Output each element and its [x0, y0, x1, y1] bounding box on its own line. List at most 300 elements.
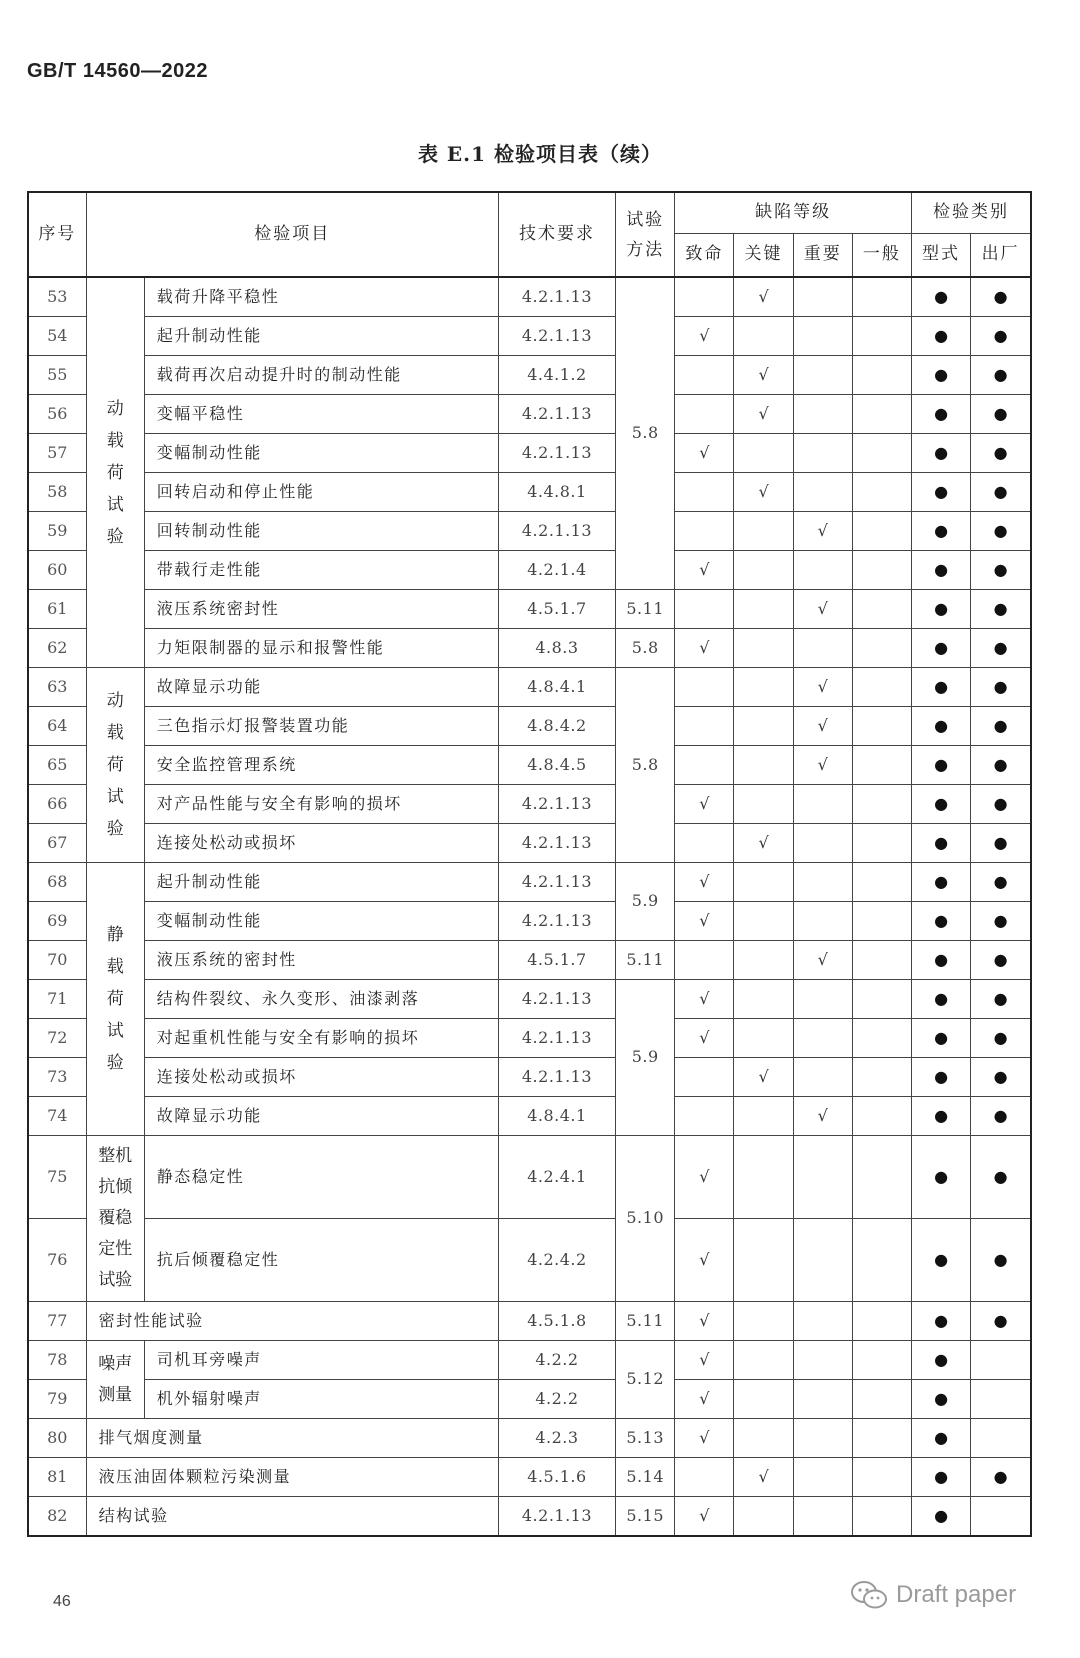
defect-level-3 — [852, 473, 911, 512]
type-test-mark: ● — [911, 746, 970, 785]
type-test-mark: ● — [911, 1219, 970, 1302]
check-mark: √ — [734, 277, 793, 317]
item-name: 液压油固体颗粒污染测量 — [86, 1458, 498, 1497]
table-row — [28, 590, 1031, 629]
factory-test-mark: ● — [971, 980, 1031, 1019]
test-method: 5.8 — [616, 277, 675, 590]
row-number: 56 — [28, 395, 86, 434]
factory-test-mark: ● — [971, 395, 1031, 434]
group-label — [86, 1341, 144, 1419]
item-name: 抗后倾覆稳定性 — [144, 1219, 498, 1302]
defect-level-2 — [793, 1497, 852, 1537]
row-number: 60 — [28, 551, 86, 590]
group-label-text: 静载荷试验 — [106, 925, 124, 1073]
defect-level-3 — [852, 317, 911, 356]
check-mark: √ — [675, 317, 734, 356]
type-test-mark: ● — [911, 473, 970, 512]
defect-level-1 — [734, 590, 793, 629]
defect-level-1 — [734, 434, 793, 473]
tech-requirement: 4.8.4.2 — [498, 707, 615, 746]
defect-level-2 — [793, 1380, 852, 1419]
factory-test-mark — [971, 1497, 1031, 1537]
item-name: 变幅制动性能 — [144, 434, 498, 473]
factory-test-mark: ● — [971, 863, 1031, 902]
item-name: 回转启动和停止性能 — [144, 473, 498, 512]
check-mark: √ — [675, 434, 734, 473]
table-row — [28, 668, 1031, 707]
watermark-text: Draft paper — [896, 1581, 1017, 1608]
table-row — [28, 941, 1031, 980]
row-number: 71 — [28, 980, 86, 1019]
factory-test-mark: ● — [971, 629, 1031, 668]
row-number: 66 — [28, 785, 86, 824]
tech-requirement: 4.2.1.13 — [498, 1497, 615, 1537]
table-row — [28, 629, 1031, 668]
type-test-mark: ● — [911, 1497, 970, 1537]
defect-level-2 — [793, 902, 852, 941]
item-name: 载荷再次启动提升时的制动性能 — [144, 356, 498, 395]
tech-requirement: 4.5.1.8 — [498, 1302, 615, 1341]
table-row — [28, 317, 1031, 356]
type-test-mark: ● — [911, 590, 970, 629]
table-row — [28, 980, 1031, 1019]
factory-test-mark — [971, 1341, 1031, 1380]
item-name: 机外辐射噪声 — [144, 1380, 498, 1419]
item-name: 液压系统密封性 — [144, 590, 498, 629]
tech-requirement: 4.2.1.13 — [498, 785, 615, 824]
defect-level-0 — [675, 941, 734, 980]
type-test-mark: ● — [911, 629, 970, 668]
tech-requirement: 4.2.1.13 — [498, 395, 615, 434]
header-req: 技术要求 — [498, 192, 615, 277]
factory-test-mark: ● — [971, 590, 1031, 629]
defect-level-1 — [734, 707, 793, 746]
tech-requirement: 4.5.1.6 — [498, 1458, 615, 1497]
tech-requirement: 4.8.4.1 — [498, 668, 615, 707]
defect-level-3 — [852, 746, 911, 785]
defect-level-0 — [675, 824, 734, 863]
defect-level-3 — [852, 707, 911, 746]
table-row — [28, 1302, 1031, 1341]
check-mark: √ — [675, 902, 734, 941]
factory-test-mark: ● — [971, 317, 1031, 356]
defect-level-3 — [852, 785, 911, 824]
header-method: 试验方法 — [616, 192, 675, 277]
row-number: 72 — [28, 1019, 86, 1058]
header-defect-major: 重要 — [793, 234, 852, 278]
factory-test-mark — [971, 1380, 1031, 1419]
table-row — [28, 824, 1031, 863]
defect-level-2 — [793, 863, 852, 902]
header-defect: 缺陷等级 — [675, 192, 912, 234]
defect-level-1 — [734, 668, 793, 707]
table-row — [28, 1497, 1031, 1537]
header-defect-critical: 关键 — [734, 234, 793, 278]
row-number: 53 — [28, 277, 86, 317]
standard-number: GB/T 14560—2022 — [27, 60, 208, 82]
item-name: 液压系统的密封性 — [144, 941, 498, 980]
tech-requirement: 4.2.1.13 — [498, 1058, 615, 1097]
tech-requirement: 4.2.1.13 — [498, 863, 615, 902]
table-row — [28, 551, 1031, 590]
item-name: 排气烟度测量 — [86, 1419, 498, 1458]
test-method: 5.10 — [616, 1136, 675, 1302]
tech-requirement: 4.2.1.13 — [498, 980, 615, 1019]
check-mark: √ — [793, 941, 852, 980]
header-defect-general: 一般 — [852, 234, 911, 278]
factory-test-mark: ● — [971, 1219, 1031, 1302]
test-method: 5.8 — [616, 629, 675, 668]
check-mark: √ — [734, 473, 793, 512]
factory-test-mark: ● — [971, 707, 1031, 746]
table-row — [28, 1341, 1031, 1380]
defect-level-1 — [734, 863, 793, 902]
defect-level-0 — [675, 356, 734, 395]
type-test-mark: ● — [911, 1302, 970, 1341]
table-row — [28, 395, 1031, 434]
defect-level-3 — [852, 824, 911, 863]
check-mark: √ — [675, 551, 734, 590]
check-mark: √ — [793, 1097, 852, 1136]
table-row — [28, 1058, 1031, 1097]
defect-level-3 — [852, 356, 911, 395]
check-mark: √ — [734, 1458, 793, 1497]
row-number: 78 — [28, 1341, 86, 1380]
defect-level-2 — [793, 551, 852, 590]
check-mark: √ — [675, 1136, 734, 1219]
defect-level-2 — [793, 317, 852, 356]
factory-test-mark: ● — [971, 551, 1031, 590]
factory-test-mark: ● — [971, 824, 1031, 863]
tech-requirement: 4.4.8.1 — [498, 473, 615, 512]
defect-level-1 — [734, 317, 793, 356]
defect-level-1 — [734, 1097, 793, 1136]
factory-test-mark: ● — [971, 512, 1031, 551]
factory-test-mark: ● — [971, 1136, 1031, 1219]
defect-level-0 — [675, 1058, 734, 1097]
test-method: 5.14 — [616, 1458, 675, 1497]
factory-test-mark: ● — [971, 473, 1031, 512]
item-name: 故障显示功能 — [144, 1097, 498, 1136]
table-row — [28, 785, 1031, 824]
defect-level-3 — [852, 668, 911, 707]
type-test-mark: ● — [911, 395, 970, 434]
table-body — [28, 277, 1031, 1536]
table-row — [28, 1419, 1031, 1458]
table-row — [28, 1458, 1031, 1497]
check-mark: √ — [675, 1019, 734, 1058]
check-mark: √ — [734, 824, 793, 863]
tech-requirement: 4.2.3 — [498, 1419, 615, 1458]
row-number: 61 — [28, 590, 86, 629]
defect-level-3 — [852, 629, 911, 668]
type-test-mark: ● — [911, 434, 970, 473]
defect-level-0 — [675, 1097, 734, 1136]
defect-level-3 — [852, 1058, 911, 1097]
defect-level-2 — [793, 824, 852, 863]
check-mark: √ — [675, 785, 734, 824]
row-number: 75 — [28, 1136, 86, 1219]
check-mark: √ — [675, 629, 734, 668]
factory-test-mark: ● — [971, 668, 1031, 707]
table-row — [28, 863, 1031, 902]
row-number: 76 — [28, 1219, 86, 1302]
chat-bubbles-icon — [850, 1580, 888, 1610]
defect-level-2 — [793, 1302, 852, 1341]
defect-level-2 — [793, 1058, 852, 1097]
header-item: 检验项目 — [86, 192, 498, 277]
tech-requirement: 4.2.2 — [498, 1380, 615, 1419]
header-defect-fatal: 致命 — [675, 234, 734, 278]
defect-level-1 — [734, 980, 793, 1019]
defect-level-3 — [852, 1341, 911, 1380]
group-label-text: 动载荷试验 — [106, 691, 124, 839]
type-test-mark: ● — [911, 1019, 970, 1058]
type-test-mark: ● — [911, 512, 970, 551]
factory-test-mark: ● — [971, 1097, 1031, 1136]
type-test-mark: ● — [911, 551, 970, 590]
check-mark: √ — [734, 395, 793, 434]
check-mark: √ — [793, 512, 852, 551]
table-row — [28, 1136, 1031, 1219]
check-mark: √ — [675, 863, 734, 902]
group-label-text: 动载荷试验 — [106, 398, 124, 547]
test-method: 5.9 — [616, 980, 675, 1136]
defect-level-3 — [852, 590, 911, 629]
tech-requirement: 4.2.1.13 — [498, 434, 615, 473]
table-title: 表 E.1 检验项目表（续） — [417, 142, 663, 166]
defect-level-1 — [734, 1419, 793, 1458]
group-label-text: 噪声测量 — [98, 1353, 133, 1405]
check-mark: √ — [675, 1219, 734, 1302]
item-name: 对起重机性能与安全有影响的损坏 — [144, 1019, 498, 1058]
check-mark: √ — [793, 668, 852, 707]
defect-level-1 — [734, 1136, 793, 1219]
tech-requirement: 4.5.1.7 — [498, 941, 615, 980]
header-type-test: 型式 — [911, 234, 970, 278]
defect-level-1 — [734, 785, 793, 824]
factory-test-mark: ● — [971, 277, 1031, 317]
header-category: 检验类别 — [911, 192, 1031, 234]
test-method: 5.12 — [616, 1341, 675, 1419]
tech-requirement: 4.2.4.2 — [498, 1219, 615, 1302]
item-name: 结构试验 — [86, 1497, 498, 1537]
tech-requirement: 4.2.1.13 — [498, 317, 615, 356]
table-row — [28, 434, 1031, 473]
row-number: 57 — [28, 434, 86, 473]
watermark — [850, 1580, 1016, 1610]
table-row — [28, 473, 1031, 512]
defect-level-3 — [852, 1458, 911, 1497]
item-name: 力矩限制器的显示和报警性能 — [144, 629, 498, 668]
tech-requirement: 4.2.1.13 — [498, 512, 615, 551]
test-method: 5.11 — [616, 1302, 675, 1341]
defect-level-2 — [793, 395, 852, 434]
row-number: 80 — [28, 1419, 86, 1458]
defect-level-0 — [675, 395, 734, 434]
type-test-mark: ● — [911, 668, 970, 707]
defect-level-1 — [734, 1380, 793, 1419]
type-test-mark: ● — [911, 707, 970, 746]
type-test-mark: ● — [911, 1380, 970, 1419]
test-method: 5.13 — [616, 1419, 675, 1458]
group-label — [86, 277, 144, 668]
type-test-mark: ● — [911, 980, 970, 1019]
type-test-mark: ● — [911, 902, 970, 941]
defect-level-3 — [852, 902, 911, 941]
defect-level-0 — [675, 512, 734, 551]
defect-level-2 — [793, 785, 852, 824]
defect-level-2 — [793, 1419, 852, 1458]
defect-level-3 — [852, 941, 911, 980]
tech-requirement: 4.2.4.1 — [498, 1136, 615, 1219]
factory-test-mark — [971, 1419, 1031, 1458]
defect-level-0 — [675, 746, 734, 785]
table-row — [28, 746, 1031, 785]
inspection-table-wrapper — [27, 191, 1032, 1537]
row-number: 82 — [28, 1497, 86, 1537]
defect-level-2 — [793, 434, 852, 473]
row-number: 69 — [28, 902, 86, 941]
item-name: 三色指示灯报警装置功能 — [144, 707, 498, 746]
tech-requirement: 4.2.1.13 — [498, 902, 615, 941]
defect-level-1 — [734, 1219, 793, 1302]
row-number: 62 — [28, 629, 86, 668]
defect-level-3 — [852, 980, 911, 1019]
check-mark: √ — [675, 1380, 734, 1419]
table-row — [28, 1097, 1031, 1136]
type-test-mark: ● — [911, 277, 970, 317]
group-label-text: 整机抗倾覆稳定性试验 — [98, 1146, 133, 1290]
factory-test-mark: ● — [971, 785, 1031, 824]
row-number: 74 — [28, 1097, 86, 1136]
row-number: 67 — [28, 824, 86, 863]
table-row — [28, 1019, 1031, 1058]
defect-level-3 — [852, 1019, 911, 1058]
defect-level-3 — [852, 1419, 911, 1458]
check-mark: √ — [675, 1419, 734, 1458]
test-method: 5.15 — [616, 1497, 675, 1537]
row-number: 59 — [28, 512, 86, 551]
group-label — [86, 1136, 144, 1302]
factory-test-mark: ● — [971, 356, 1031, 395]
tech-requirement: 4.2.1.4 — [498, 551, 615, 590]
test-method: 5.9 — [616, 863, 675, 941]
tech-requirement: 4.2.1.13 — [498, 1019, 615, 1058]
item-name: 对产品性能与安全有影响的损坏 — [144, 785, 498, 824]
page-number: 46 — [53, 1593, 71, 1610]
tech-requirement: 4.4.1.2 — [498, 356, 615, 395]
item-name: 变幅制动性能 — [144, 902, 498, 941]
factory-test-mark: ● — [971, 902, 1031, 941]
check-mark: √ — [675, 980, 734, 1019]
item-name: 司机耳旁噪声 — [144, 1341, 498, 1380]
table-row — [28, 1219, 1031, 1302]
defect-level-2 — [793, 1019, 852, 1058]
defect-level-1 — [734, 1341, 793, 1380]
factory-test-mark: ● — [971, 1058, 1031, 1097]
tech-requirement: 4.5.1.7 — [498, 590, 615, 629]
check-mark: √ — [793, 707, 852, 746]
table-row — [28, 707, 1031, 746]
type-test-mark: ● — [911, 1341, 970, 1380]
inspection-items-table — [27, 191, 1032, 1537]
check-mark: √ — [675, 1341, 734, 1380]
defect-level-1 — [734, 1019, 793, 1058]
table-row — [28, 902, 1031, 941]
type-test-mark: ● — [911, 785, 970, 824]
defect-level-3 — [852, 863, 911, 902]
defect-level-1 — [734, 1302, 793, 1341]
defect-level-2 — [793, 1341, 852, 1380]
defect-level-3 — [852, 1136, 911, 1219]
defect-level-2 — [793, 980, 852, 1019]
group-label — [86, 668, 144, 863]
defect-level-1 — [734, 551, 793, 590]
check-mark: √ — [793, 590, 852, 629]
defect-level-1 — [734, 941, 793, 980]
group-label — [86, 863, 144, 1136]
row-number: 70 — [28, 941, 86, 980]
defect-level-3 — [852, 1302, 911, 1341]
row-number: 65 — [28, 746, 86, 785]
defect-level-1 — [734, 1497, 793, 1537]
defect-level-1 — [734, 629, 793, 668]
defect-level-3 — [852, 277, 911, 317]
test-method: 5.8 — [616, 668, 675, 863]
defect-level-2 — [793, 473, 852, 512]
header-no: 序号 — [28, 192, 86, 277]
item-name: 变幅平稳性 — [144, 395, 498, 434]
defect-level-3 — [852, 512, 911, 551]
defect-level-3 — [852, 1380, 911, 1419]
type-test-mark: ● — [911, 1136, 970, 1219]
item-name: 起升制动性能 — [144, 317, 498, 356]
factory-test-mark: ● — [971, 746, 1031, 785]
row-number: 77 — [28, 1302, 86, 1341]
defect-level-0 — [675, 473, 734, 512]
row-number: 68 — [28, 863, 86, 902]
defect-level-3 — [852, 551, 911, 590]
item-name: 带载行走性能 — [144, 551, 498, 590]
item-name: 结构件裂纹、永久变形、油漆剥落 — [144, 980, 498, 1019]
defect-level-0 — [675, 590, 734, 629]
type-test-mark: ● — [911, 941, 970, 980]
row-number: 79 — [28, 1380, 86, 1419]
factory-test-mark: ● — [971, 1458, 1031, 1497]
row-number: 58 — [28, 473, 86, 512]
defect-level-2 — [793, 1136, 852, 1219]
type-test-mark: ● — [911, 1097, 970, 1136]
defect-level-2 — [793, 629, 852, 668]
header-factory-test: 出厂 — [971, 234, 1031, 278]
defect-level-3 — [852, 1097, 911, 1136]
tech-requirement: 4.2.1.13 — [498, 277, 615, 317]
item-name: 起升制动性能 — [144, 863, 498, 902]
item-name: 密封性能试验 — [86, 1302, 498, 1341]
item-name: 回转制动性能 — [144, 512, 498, 551]
defect-level-2 — [793, 356, 852, 395]
type-test-mark: ● — [911, 1058, 970, 1097]
row-number: 73 — [28, 1058, 86, 1097]
test-method: 5.11 — [616, 590, 675, 629]
item-name: 连接处松动或损坏 — [144, 824, 498, 863]
defect-level-1 — [734, 512, 793, 551]
table-row — [28, 356, 1031, 395]
type-test-mark: ● — [911, 824, 970, 863]
table-row — [28, 277, 1031, 317]
defect-level-1 — [734, 902, 793, 941]
